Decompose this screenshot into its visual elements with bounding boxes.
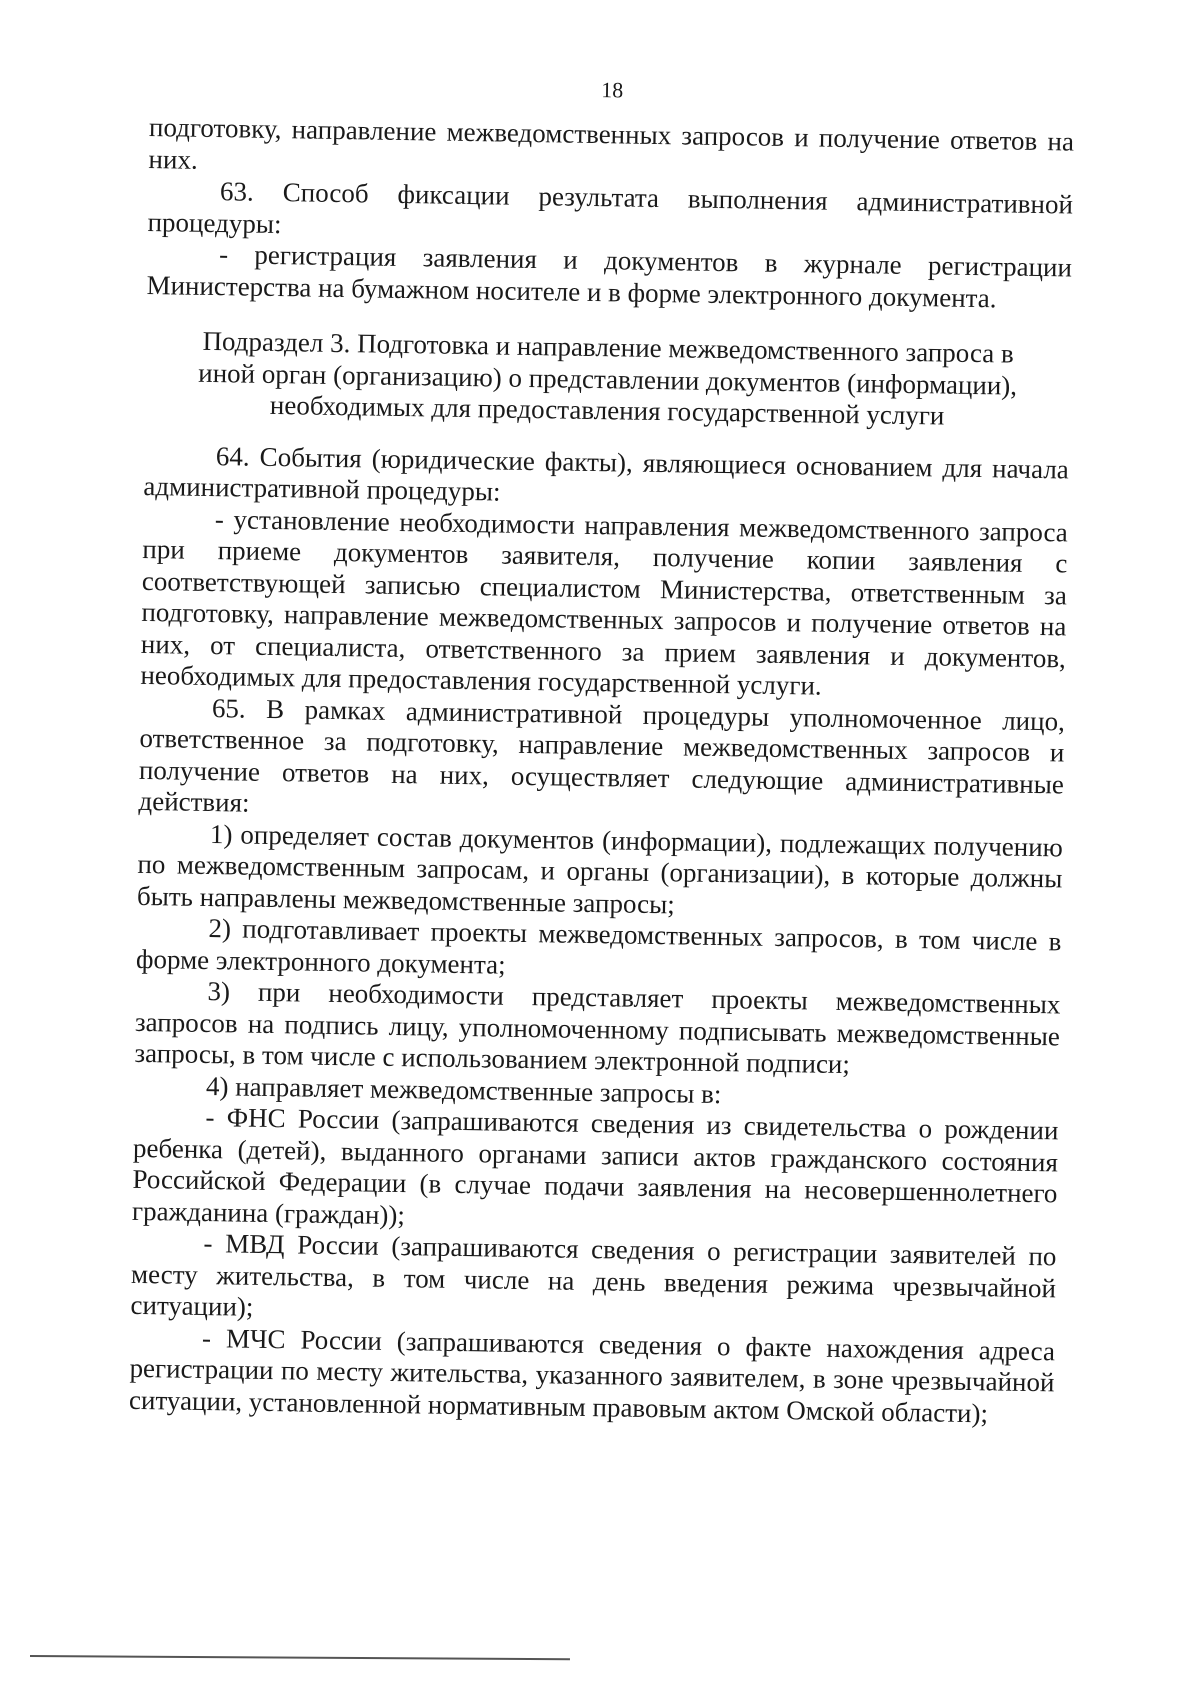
footer-rule	[30, 1655, 570, 1660]
paragraph-65-item-1: 1) определяет состав документов (информации), подлежащих получению по межведомственным запросам, и органы (организации), в которые должны быть направлены межведомственные запросы;	[136, 818, 1064, 919]
page-content	[129, 68, 1075, 1430]
paragraph-fns: - ФНС России (запрашиваются сведения из свидетельства о рождении ребенка (детей), выданного органами записи актов гражданского состояния Российской Федерации (в случае подачи заявления на несовершеннолетнего гражданина (граждан));	[131, 1102, 1059, 1230]
paragraph-mvd: - МВД России (запрашиваются сведения о регистрации заявителей по месту жительства, в том числе на день введения режима чрезвычайной ситуации);	[130, 1227, 1057, 1322]
paragraph-continuation: подготовку, направление межведомственных запросов и получение ответов на них.	[148, 111, 1075, 175]
paragraph-65: 65. В рамках административной процедуры уполномоченное лицо, ответственное за подготовку, направление межведомственных запросов и получение ответов на них, осуществляет следующие административные действия:	[138, 692, 1066, 818]
page-number: 18	[601, 77, 624, 103]
paragraph-65-item-4: 4) направляет межведомственные запросы в:	[205, 1070, 722, 1109]
paragraph-65-item-2: 2) подготавливает проекты межведомственных запросов, в том числе в форме электронного документа;	[135, 913, 1062, 980]
paragraph-64: 64. События (юридические факты), являющиеся основанием для начала административной процедуры:	[143, 440, 1070, 507]
paragraph-63: 63. Способ фиксации результата выполнения административной процедуры:	[147, 176, 1074, 239]
paragraph-63-item: - регистрация заявления и документов в журнале регистрации Министерства на бумажном носителе и в форме электронного документа.	[146, 239, 1073, 313]
paragraph-mchs: - МЧС России (запрашиваются сведения о факте нахождения адреса регистрации по месту жительства, указанного заявителем, в зоне чрезвычайной ситуации, установленной нормативным правовым актом Омской области);	[128, 1322, 1056, 1428]
paragraph-64-item: - установление необходимости направления межведомственного запроса при приеме документов заявителя, получение копии заявления с соответствующей записью специалистом Министерства, ответственным за подготовку, направление межведомственных запросов и получение ответов на них, от специалиста, ответственного за прием заявления и документов, необходимых для предоставления государственной услуги.	[140, 503, 1069, 701]
subsection-heading: Подраздел 3. Подготовка и направление межведомственного запроса в иной орган (организацию) о представлении документов (информации), необходимых для предоставления государственной услуги	[198, 325, 1018, 431]
paragraph-65-item-3: 3) при необходимости представляет проекты межведомственных запросов на подпись лицу, уполномоченному подписывать межведомственные запросы, в том числе с использованием электронной подписи;	[134, 976, 1061, 1080]
